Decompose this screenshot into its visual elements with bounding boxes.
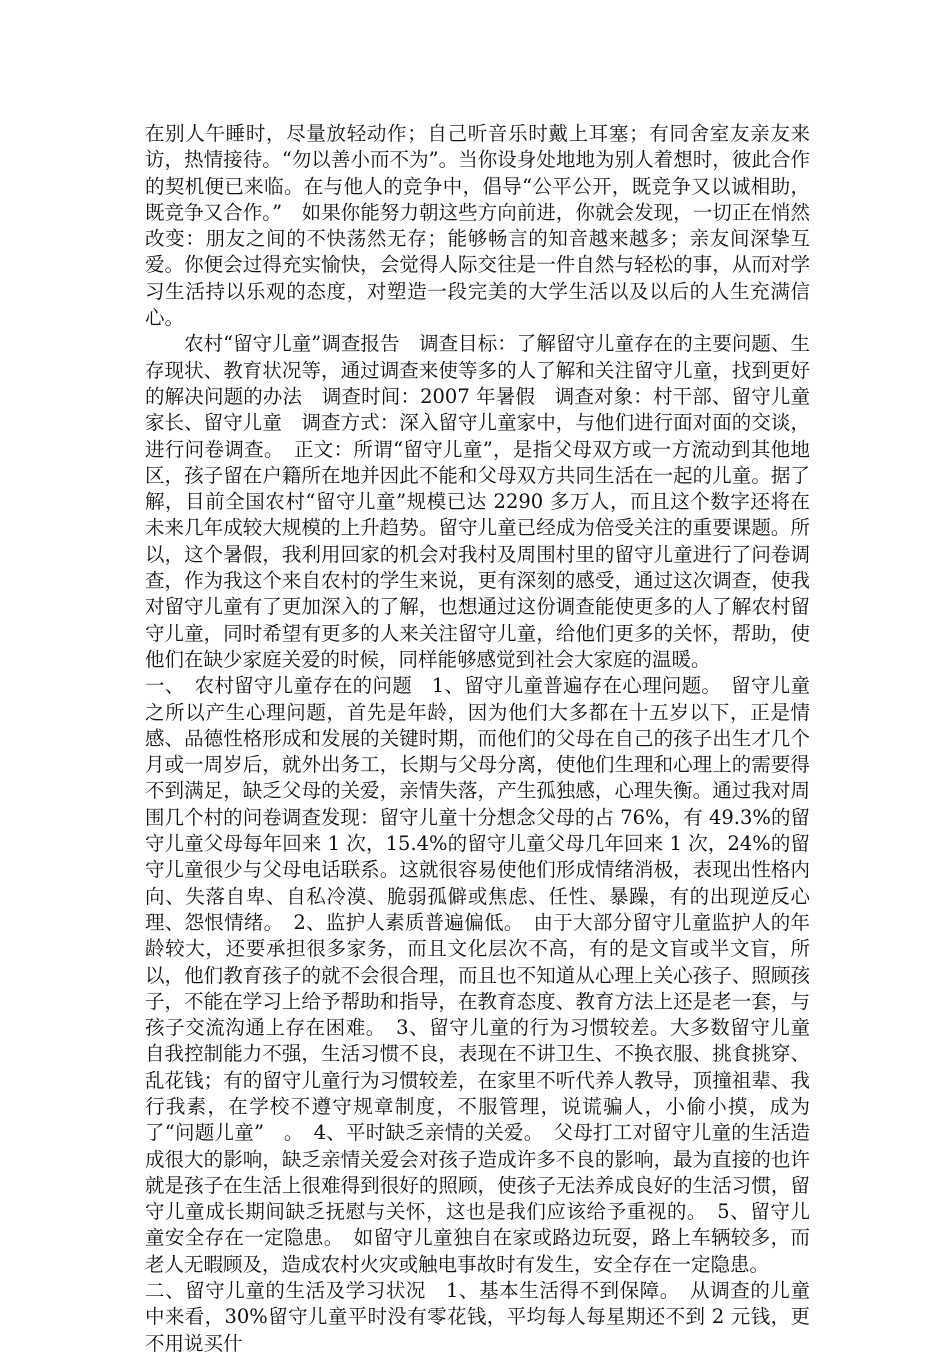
paragraph-section-two-living-status: 二、留守儿童的生活及学习状况 1、基本生活得不到保障。 从调查的儿童中来看，30%留守儿童平时没有零花钱，平均每人每星期还不到 2 元钱，更不用说买什	[145, 1279, 810, 1355]
document-body	[145, 121, 810, 1357]
paragraph-interpersonal-advice: 在别人午睡时，尽量放轻动作；自己听音乐时戴上耳塞；有同舍室友亲友来访，热情接待。“勿以善小而不为”。当你设身处地地为别人着想时，彼此合作的契机便已来临。在与他人的竞争中，倡导“公平公开，既竞争又以诚相助，既竞争又合作。” 如果你能努力朝这些方向前进，你就会发现，一切正在悄然改变：朋友之间的不快荡然无存；能够畅言的知音越来越多；亲友间深挚互爱。你便会过得充实愉快，会觉得人际交往是一件自然与轻松的事，从而对学习生活持以乐观的态度，对塑造一段完美的大学生活以及以后的人生充满信心。	[145, 122, 810, 330]
paragraph-section-one-problems: 一、 农村留守儿童存在的问题 1、留守儿童普遍存在心理问题。 留守儿童之所以产生心理问题，首先是年龄，因为他们大多都在十五岁以下，正是情感、品德性格形成和发展的关键时期，而他们的父母在自己的孩子出生才几个月或一周岁后，就外出务工，长期与父母分离，使他们生理和心理上的需要得不到满足，缺乏父母的关爱，亲情失落，产生孤独感，心理失衡。通过我对周围几个村的问卷调查发现：留守儿童十分想念父母的占 76%，有 49.3%的留守儿童父母每年回来 1 次，15.4%的留守儿童父母几年回来 1 次，24%的留守儿童很少与父母电话联系。这就很容易使他们形成情绪消极，表现出性格内向、失落自卑、自私冷漠、脆弱孤僻或焦虑、任性、暴躁，有的出现逆反心理、怨恨情绪。 2、监护人素质普遍偏低。 由于大部分留守儿童监护人的年龄较大，还要承担很多家务，而且文化层次不高，有的是文盲或半文盲，所以，他们教育孩子的就不会很合理，而且也不知道从心理上关心孩子、照顾孩子，不能在学习上给予帮助和指导，在教育态度、教育方法上还是老一套，与孩子交流沟通上存在困难。 3、留守儿童的行为习惯较差。大多数留守儿童自我控制能力不强，生活习惯不良，表现在不讲卫生、不换衣服、挑食挑穿、乱花钱；有的留守儿童行为习惯较差，在家里不听代养人教导，顶撞祖辈、我行我素，在学校不遵守规章制度，不服管理，说谎骗人，小偷小摸，成为了“问题儿童” 。 4、平时缺乏亲情的关爱。 父母打工对留守儿童的生活造成很大的影响，缺乏亲情关爱会对孩子造成许多不良的影响，最为直接的也许就是孩子在生活上很难得到很好的照顾，使孩子无法养成良好的生活习惯，留守儿童成长期间缺乏抚慰与关怀，这也是我们应该给予重视的。 5、留守儿童安全存在一定隐患。 如留守儿童独自在家或路边玩耍，路上车辆较多，而老人无暇顾及，造成农村火灾或触电事故时有发生，安全存在一定隐患。	[145, 674, 810, 1276]
paragraph-survey-report-intro: 农村“留守儿童”调查报告 调查目标：了解留守儿童存在的主要问题、生存现状、教育状况等，通过调查来使等多的人了解和关注留守儿童，找到更好的解决问题的办法 调查时间：2007 年暑假 调查对象：村干部、留守儿童家长、留守儿童 调查方式：深入留守儿童家中，与他们进行面对面的交谈，进行问卷调查。 正文：所谓“留守儿童”，是指父母双方或一方流动到其他地区，孩子留在户籍所在地并因此不能和父母双方共同生活在一起的儿童。据了解，目前全国农村“留守儿童”规模已达 2290 多万人，而且这个数字还将在未来几年成较大规模的上升趋势。留守儿童已经成为倍受关注的重要课题。所以，这个暑假，我利用回家的机会对我村及周围村里的留守儿童进行了问卷调查，作为我这个来自农村的学生来说，更有深刻的感受，通过这次调查，使我对留守儿童有了更加深入的了解，也想通过这份调查能使更多的人了解农村留守儿童，同时希望有更多的人来关注留守儿童，给他们更多的关怀，帮助，使他们在缺少家庭关爱的时候，同样能够感觉到社会大家庭的温暖。	[145, 332, 810, 671]
